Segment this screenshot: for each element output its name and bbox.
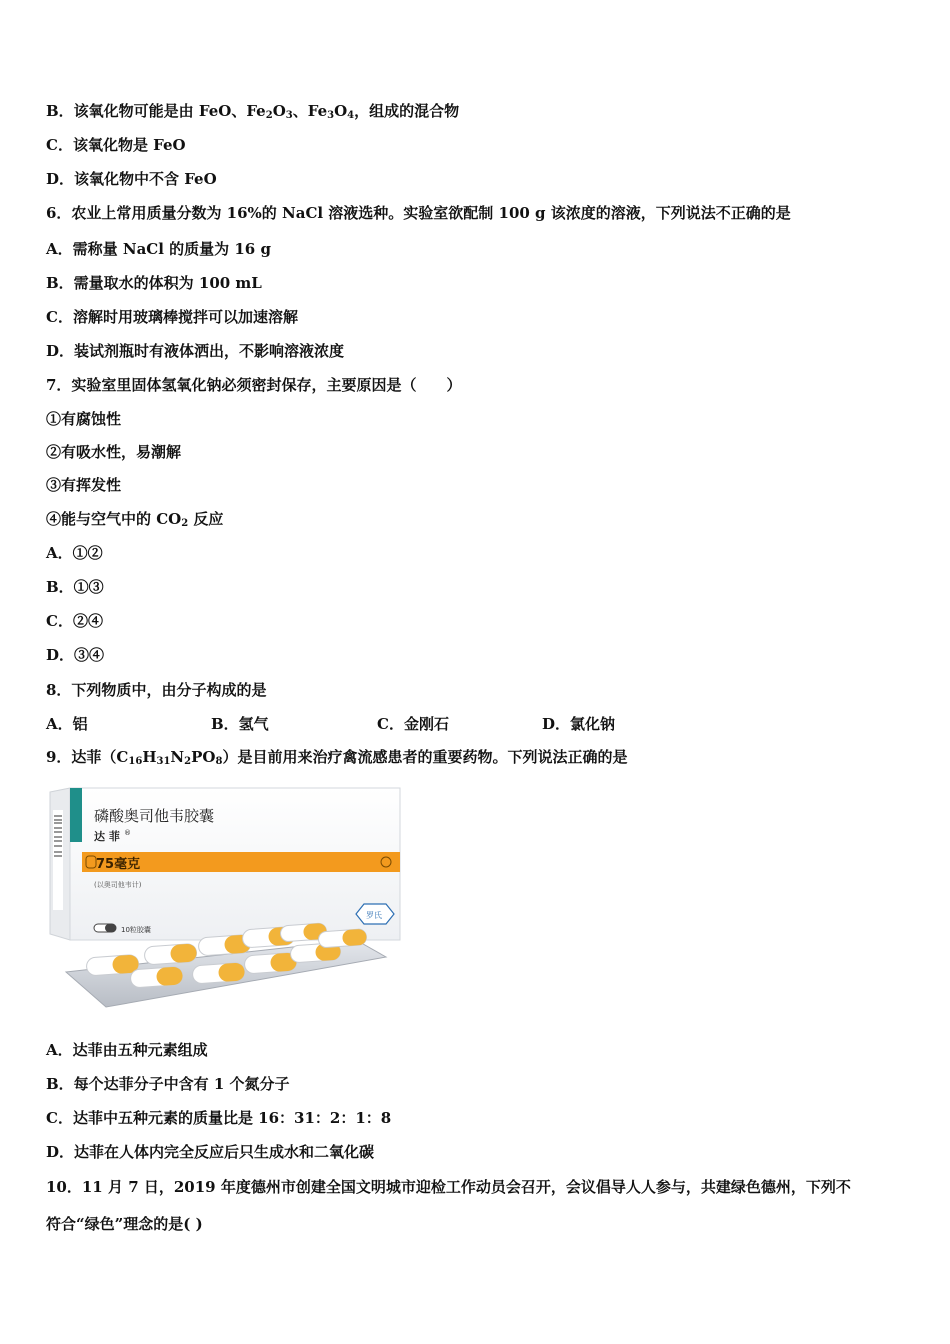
q7-option-a: A．①② (46, 544, 103, 562)
q6-option-a: A．需称量 NaCl 的质量为 16 g (46, 240, 271, 258)
capsule-icon-half (105, 924, 116, 932)
maker-logo-text: 罗氏 (366, 911, 382, 920)
q9-option-d: D．达菲在人体内完全反应后只生成水和二氧化碳 (46, 1143, 375, 1161)
capsule-count: 10粒胶囊 (121, 926, 151, 934)
question-8: 8．下列物质中，由分子构成的是 (46, 681, 267, 699)
q6-option-c: C．溶解时用玻璃棒搅拌可以加速溶解 (46, 308, 298, 326)
q7-statement-2: ②有吸水性，易潮解 (46, 443, 182, 461)
q7-option-d: D．③④ (46, 646, 105, 664)
q7-statement-1: ①有腐蚀性 (46, 410, 122, 428)
question-10-line-2: 符合“绿色”理念的是( ) (46, 1215, 203, 1233)
teal-accent (70, 788, 82, 842)
question-9: 9．达菲$(C_{16}H_{31}N_2PO_8)$是目前用来治疗禽流感患者的重要药物。下列说法正确的是 (46, 748, 628, 767)
q7-option-b: B．①③ (46, 578, 104, 596)
brand-mark: ® (124, 829, 131, 837)
q7-statement-3: ③有挥发性 (46, 476, 122, 494)
q8-option-a: A．铝 (46, 715, 88, 733)
q7-statement-4: ④能与空气中的 $CO_2$ 反应 (46, 510, 224, 529)
question-6: 6．农业上常用质量分数为 16%的 NaCl 溶液选种。实验室欲配制 100 g 该浓度的溶液，下列说法不正确的是 (46, 204, 791, 222)
q9-option-c: C．达菲中五种元素的质量比是 16：31：2：1：8 (46, 1109, 392, 1127)
question-10-line-1: 10．11 月 7 日，2019 年度德州市创建全国文明城市迎检工作动员会召开，会议倡导人人参与，共建绿色德州，下列不 (46, 1178, 851, 1196)
q9-option-b: B．每个达菲分子中含有 1 个氮分子 (46, 1075, 290, 1093)
box-title: 磷酸奥司他韦胶囊 (94, 807, 215, 825)
barcode-area (53, 810, 63, 910)
q7-option-c: C．②④ (46, 612, 103, 630)
q5-option-c: C．该氧化物是 FeO (46, 136, 186, 154)
dose-label: 75毫克 (96, 857, 141, 872)
question-7: 7．实验室里固体氢氧化钠必须密封保存，主要原因是（ ） (46, 376, 462, 394)
q6-option-d: D．装试剂瓶时有液体洒出，不影响溶液浓度 (46, 342, 345, 360)
q6-option-b: B．需量取水的体积为 100 mL (46, 274, 262, 292)
q5-option-b: B．该氧化物可能是由 FeO、$Fe_2O_3$、$Fe_3O_4$，组成的混合物 (46, 102, 460, 121)
q8-option-c: C．金刚石 (377, 715, 449, 733)
medicine-box-image (46, 782, 406, 1012)
q8-option-b: B．氢气 (211, 715, 269, 733)
q8-option-d: D．氯化钠 (542, 715, 616, 733)
box-brand: 达 菲 (94, 830, 120, 843)
q5-option-d: D．该氧化物中不含 FeO (46, 170, 217, 188)
dose-note: (以奥司他韦计) (94, 881, 142, 889)
q9-option-a: A．达菲由五种元素组成 (46, 1041, 208, 1059)
